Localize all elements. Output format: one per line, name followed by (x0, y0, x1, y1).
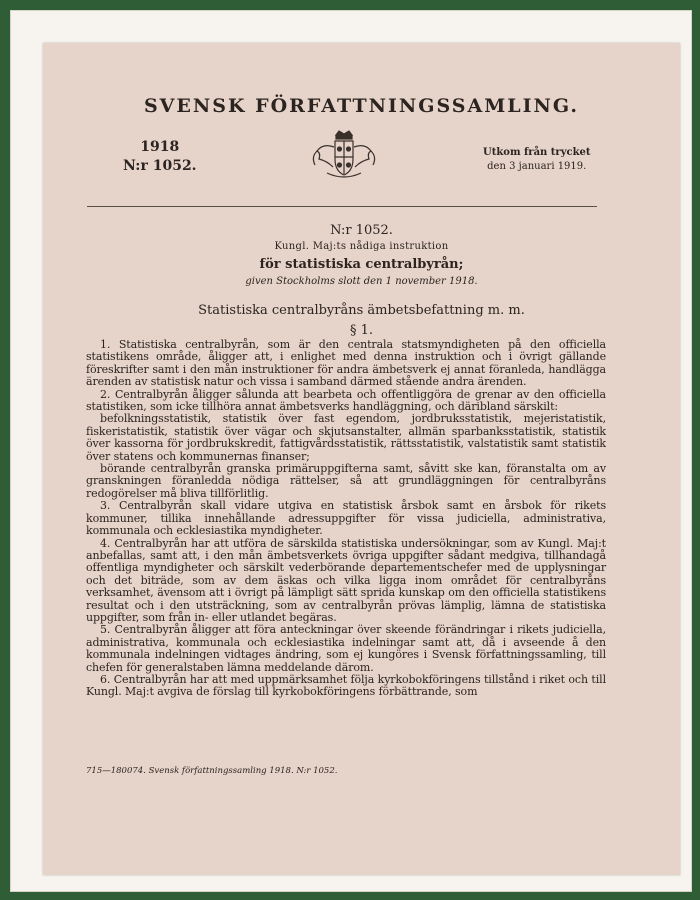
issue-year: 1918 (140, 139, 180, 155)
photo-frame (10, 10, 692, 892)
published-label: Utkom från trycket (483, 147, 591, 158)
statute-heading-line3: given Stockholms slott den 1 november 1918. (245, 276, 478, 287)
paragraph-1: 1. Statistiska centralbyrån, som är den centrala statsmyndigheten på den officiella statistikens område, åligger att, i enlighet med denna instruktion och i övrigt gällande föreskrifter samt i den mån instruktioner för andra ämbetsverk ej annat föranleda, handlägga ärenden av statistisk natur och vissa i samband därmed stående andra ärenden. (86, 338, 606, 389)
paragraph-2-list: befolkningsstatistik, statistik över fast egendom, jordbruksstatistik, mejeristatistik, fiskeristatistik, statistik över vägar och skjutsanstalter, allmän sparbanksstatistik, statistik över kassorna för jordbrukskredit, fattigvårdsstatistik, rättsstatistik, valstatistik samt statistik över statens och kommunernas finanser; (86, 412, 606, 463)
paragraph-3: 3. Centralbyrån skall vidare utgiva en statistisk årsbok samt en årsbok för rikets kommuner, tillika innehållande adressuppgifter för vissa judiciella, administrativa, kommunala och ecklesiastika myndigheter. (86, 499, 606, 538)
printer-footer: 715—180074. Svensk författningssamling 1918. N:r 1052. (86, 766, 338, 776)
divider (87, 206, 597, 207)
statute-body (86, 339, 606, 699)
publication-title: SVENSK FÖRFATTNINGSSAMLING. (143, 95, 580, 117)
paragraph-2: 2. Centralbyrån åligger sålunda att bearbeta och offentliggöra de grenar av den officiella statistiken, som icke tillhöra annat ämbetsverks handläggning, och däribland särskilt: (86, 387, 606, 414)
statute-number: N:r 1052. (330, 223, 393, 238)
paragraph-5: 5. Centralbyrån åligger att föra anteckningar över skeende förändringar i rikets judiciella, administrativa, kommunala och ecklesiastika indelningar samt att, då i avseende å den kommunala indelningen vidtages ändring, som ej kungöres i Svensk författningssamling, till chefen för generalstaben lämna meddelande därom. (86, 623, 606, 674)
statute-heading-line1: Kungl. Maj:ts nådiga instruktion (274, 241, 449, 252)
publication-date-info (483, 146, 591, 174)
paragraph-6: 6. Centralbyrån har att med uppmärksamhet följa kyrkobokföringens tillstånd i riket och till Kungl. Maj:t avgiva de förslag till kyrkobokföringens förbättrande, som (86, 672, 606, 699)
paragraph-sign: § 1. (349, 323, 374, 338)
issue-info (123, 138, 197, 176)
section-title: Statistiska centralbyråns ämbetsbefattning m. m. (198, 303, 525, 318)
issue-number: N:r 1052. (123, 158, 197, 174)
paragraph-4: 4. Centralbyrån har att utföra de särskilda statistiska undersökningar, som av Kungl. Maj:t anbefallas, samt att, i den mån ämbetsverkets övriga uppgifter sådant medgiva, tillhandagå offentliga myndigheter och särskilt vederbörande departementschefer med de upplysningar och det biträde, som av dem äskas och vilka ligga inom området för centralbyråns verksamhet, ävensom att i övrigt på lämpligt sätt sprida kunskap om den officiella statistikens resultat och i den utsträckning, som av centralbyrån prövas lämplig, lämna de statistiska uppgifter, som från in- eller utlandet begäras. (86, 536, 606, 624)
document-page (43, 43, 680, 875)
published-date: den 3 januari 1919. (487, 161, 587, 172)
paragraph-2-tail: börande centralbyrån granska primäruppgifterna samt, såvitt ske kan, föranstalta om av granskningen föranledda nödiga rättelser, så att grundläggningen för centralbyråns redogörelser må bliva tillförlitlig. (86, 462, 606, 500)
statute-heading-line2: för statistiska centralbyrån; (259, 257, 464, 272)
coat-of-arms-icon (305, 129, 383, 181)
